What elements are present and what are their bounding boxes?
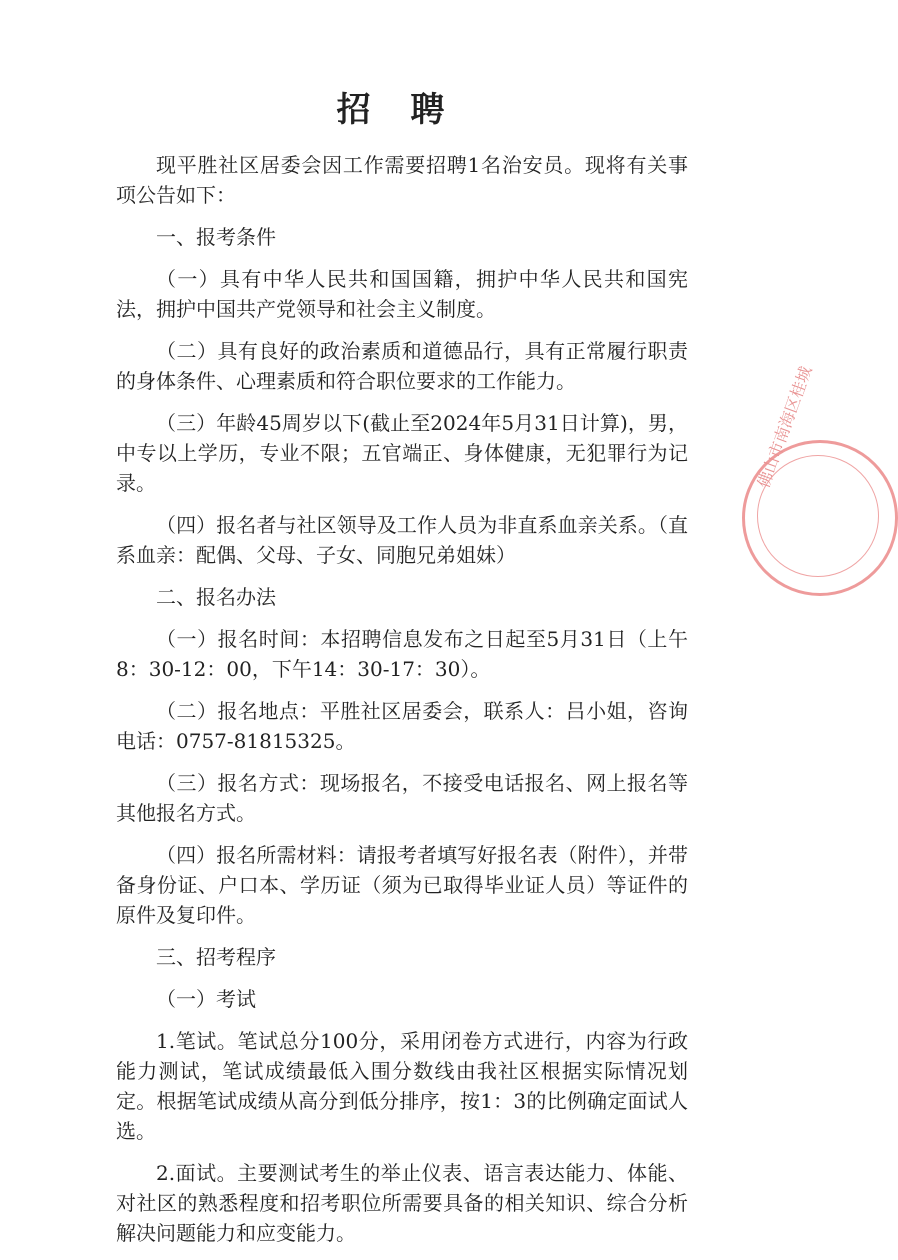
section-heading-requirements: 一、报考条件 [156,225,276,249]
section-heading-procedure: 三、招考程序 [156,945,276,969]
registration-location: （二）报名地点：平胜社区居委会，联系人：吕小姐，咨询电话：0757-81815325。 [116,699,688,753]
official-seal-stamp [742,363,898,596]
requirement-1: （一）具有中华人民共和国国籍，拥护中华人民共和国宪法，拥护中国共产党领导和社会主义制度。 [116,267,688,321]
requirement-4: （四）报名者与社区领导及工作人员为非直系血亲关系。（直系血亲：配偶、父母、子女、同胞兄弟姐妹） [116,513,688,567]
seal-text: 佛山市南海区桂城 [753,363,816,491]
registration-materials: （四）报名所需材料：请报考者填写好报名表（附件），并带备身份证、户口本、学历证（须为已取得毕业证人员）等证件的原件及复印件。 [116,843,688,927]
exam-written: 1.笔试。笔试总分100分，采用闭卷方式进行，内容为行政能力测试，笔试成绩最低入围分数线由我社区根据实际情况划定。根据笔试成绩从高分到低分排序，按1：3的比例确定面试人选。 [116,1029,688,1143]
exam-interview: 2.面试。主要测试考生的举止仪表、语言表达能力、体能、对社区的熟悉程度和招考职位所需要具备的相关知识、综合分析解决问题能力和应变能力。 [116,1161,688,1245]
intro-paragraph: 现平胜社区居委会因工作需要招聘1名治安员。现将有关事项公告如下： [116,153,688,207]
document-title: 招 聘 [336,90,459,130]
requirement-3: （三）年龄45周岁以下(截止至2024年5月31日计算)，男，中专以上学历，专业不限；五官端正、身体健康，无犯罪行为记录。 [116,411,688,495]
registration-time: （一）报名时间：本招聘信息发布之日起至5月31日（上午8：30-12：00，下午14：30-17：30）。 [116,627,688,681]
subsection-heading-exam: （一）考试 [156,987,256,1011]
section-heading-registration: 二、报名办法 [156,585,276,609]
registration-method: （三）报名方式：现场报名，不接受电话报名、网上报名等其他报名方式。 [116,771,688,825]
requirement-2: （二）具有良好的政治素质和道德品行，具有正常履行职责的身体条件、心理素质和符合职位要求的工作能力。 [116,339,688,393]
document-body [116,150,688,1260]
